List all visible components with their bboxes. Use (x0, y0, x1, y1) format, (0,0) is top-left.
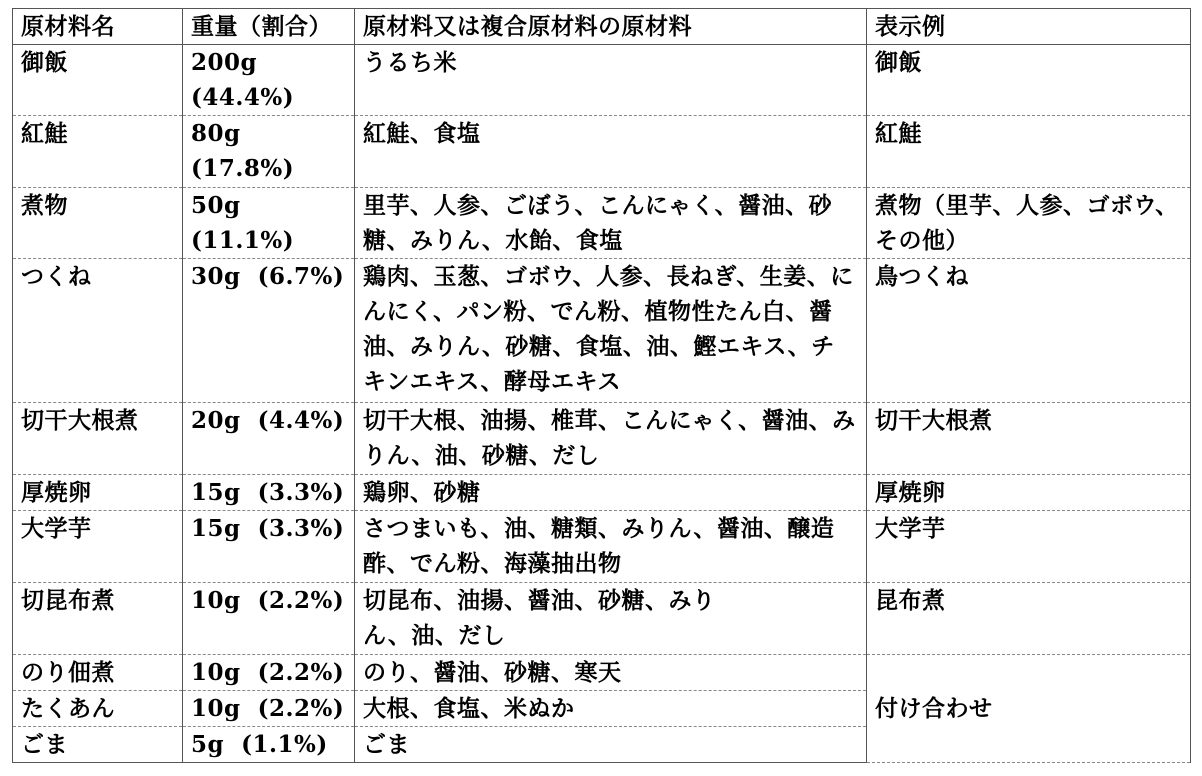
sub-ingredients: 鶏卵、砂糖 (355, 475, 867, 511)
weight-cell (183, 727, 355, 763)
display-example: 紅鮭 (867, 116, 1191, 188)
table-row (13, 655, 1191, 691)
sub-ingredients (355, 583, 867, 655)
weight-cell (183, 691, 355, 727)
ratio-value: (2.2%) (257, 587, 345, 614)
table-row (13, 403, 1191, 475)
display-example: 御飯 (867, 45, 1191, 116)
ratio-value: (2.2%) (257, 695, 345, 722)
ingredient-name: 煮物 (13, 188, 183, 259)
ratio-value: (3.3%) (257, 479, 345, 506)
sub-ingredients: 里芋、人参、ごぼう、こんにゃく、醤油、砂糖、みりん、水飴、食塩 (355, 188, 867, 259)
weight-cell (183, 116, 355, 188)
sub-ingredients: うるち米 (355, 45, 867, 116)
sub-ingredients: 紅鮭、食塩 (355, 116, 867, 188)
weight-value: 50g (191, 192, 241, 219)
sub-ingredients: 切干大根、油揚、椎茸、こんにゃく、醤油、みりん、油、砂糖、だし (355, 403, 867, 475)
sub-ingredients: のり、醤油、砂糖、寒天 (355, 655, 867, 691)
ingredient-name: 御飯 (13, 45, 183, 116)
weight-cell (183, 259, 355, 403)
ratio-value: (6.7%) (257, 263, 345, 290)
weight-cell (183, 655, 355, 691)
table-row (13, 45, 1191, 116)
weight-value: 80g (191, 120, 241, 147)
weight-cell (183, 45, 355, 116)
weight-cell (183, 403, 355, 475)
ingredient-name: たくあん (13, 691, 183, 727)
sub-ingredients: 大根、食塩、米ぬか (355, 691, 867, 727)
ratio-value: (3.3%) (257, 515, 345, 542)
weight-cell (183, 583, 355, 655)
table-row (13, 511, 1191, 583)
display-example: 昆布煮 (867, 583, 1191, 655)
header-weight-ratio: 重量（割合） (183, 9, 355, 45)
header-ingredient-name: 原材料名 (13, 9, 183, 45)
ingredient-name: 大学芋 (13, 511, 183, 583)
table-row (13, 583, 1191, 655)
table-row (13, 116, 1191, 188)
display-example: 大学芋 (867, 511, 1191, 583)
ratio-value: (2.2%) (257, 659, 345, 686)
weight-value: 200g (191, 49, 258, 76)
sub-ingredients-text: 切昆布、油揚、醤油、砂糖、みりん、油、だし (363, 587, 716, 649)
weight-value: 10g (191, 587, 241, 614)
sub-ingredients: さつまいも、油、糖類、みりん、醤油、醸造酢、でん粉、海藻抽出物 (355, 511, 867, 583)
weight-cell (183, 188, 355, 259)
sub-ingredients: 鶏肉、玉葱、ゴボウ、人参、長ねぎ、生姜、にんにく、パン粉、でん粉、植物性たん白、醤油、みりん、砂糖、食塩、油、鰹エキス、チキンエキス、酵母エキス (355, 259, 867, 403)
weight-value: 10g (191, 659, 241, 686)
ratio-value: (1.1%) (241, 731, 328, 758)
weight-value: 15g (191, 479, 241, 506)
header-row (13, 9, 1191, 45)
ratio-value: (17.8%) (191, 155, 295, 182)
display-example: 厚焼卵 (867, 475, 1191, 511)
ratio-value: (11.1%) (191, 227, 295, 254)
ingredient-name: 厚焼卵 (13, 475, 183, 511)
table-row (13, 188, 1191, 259)
table-row (13, 475, 1191, 511)
weight-value: 15g (191, 515, 241, 542)
ratio-value: (4.4%) (257, 407, 345, 434)
display-example: 切干大根煮 (867, 403, 1191, 475)
ingredient-name: のり佃煮 (13, 655, 183, 691)
weight-value: 5g (191, 731, 225, 758)
ingredient-name: 切昆布煮 (13, 583, 183, 655)
ingredient-name: ごま (13, 727, 183, 763)
display-example: 煮物（里芋、人参、ゴボウ、その他） (867, 188, 1191, 259)
weight-value: 30g (191, 263, 241, 290)
ingredient-name: 紅鮭 (13, 116, 183, 188)
display-example: 付け合わせ (867, 655, 1191, 763)
weight-cell (183, 511, 355, 583)
display-example: 鳥つくね (867, 259, 1191, 403)
header-sub-ingredients: 原材料又は複合原材料の原材料 (355, 9, 867, 45)
ingredient-name: つくね (13, 259, 183, 403)
weight-value: 10g (191, 695, 241, 722)
table-row (13, 259, 1191, 403)
weight-cell (183, 475, 355, 511)
ratio-value: (44.4%) (191, 84, 295, 111)
ingredient-name: 切干大根煮 (13, 403, 183, 475)
ingredients-table (12, 8, 1191, 763)
header-display-example: 表示例 (867, 9, 1191, 45)
sub-ingredients: ごま (355, 727, 867, 763)
weight-value: 20g (191, 407, 241, 434)
